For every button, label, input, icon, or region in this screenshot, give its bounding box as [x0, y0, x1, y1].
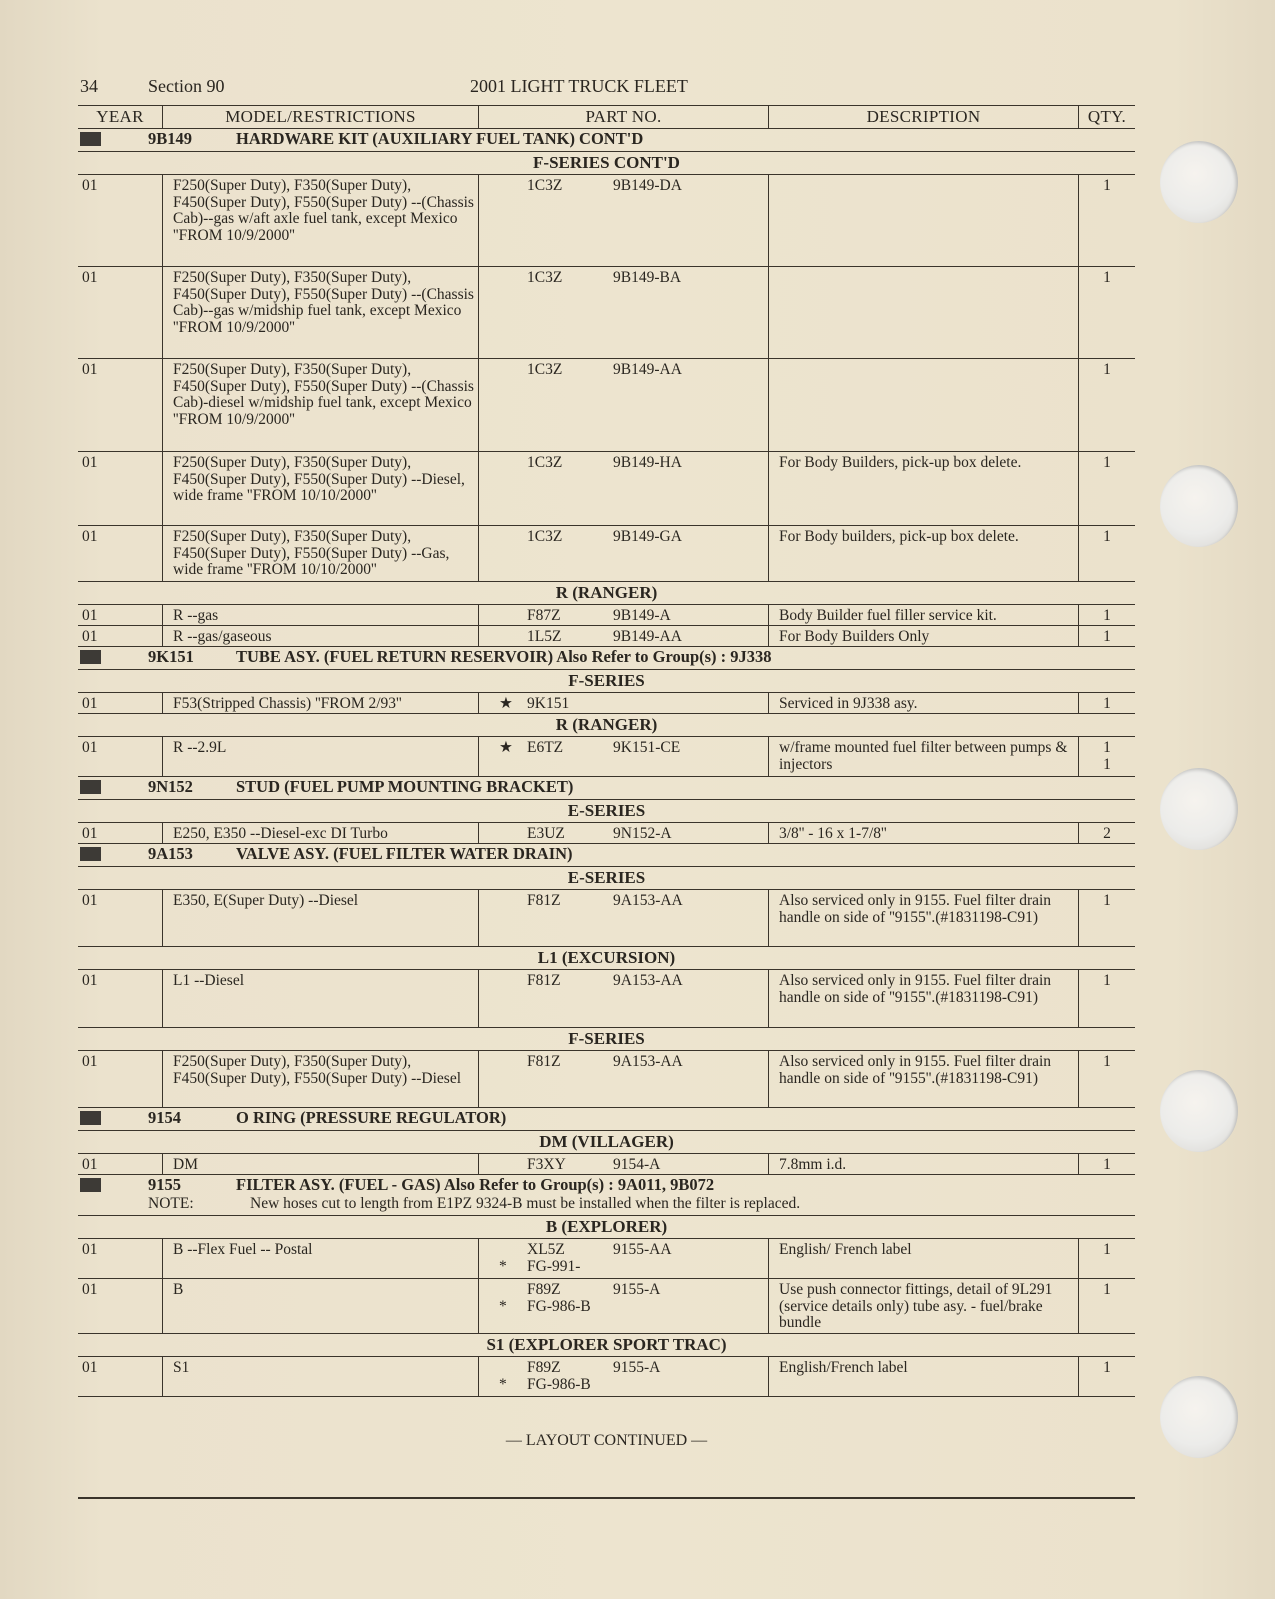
series-heading: E-SERIES [78, 867, 1135, 890]
table-body [78, 129, 1135, 1397]
model-cell: F250(Super Duty), F350(Super Duty), F450(Super Duty), F550(Super Duty) --(Chassis Cab)--gas w/midship fuel tank, except Mexico ''FROM 10/9/2000'' [162, 267, 478, 358]
binder-hole [1160, 768, 1238, 850]
part-number-cell [478, 1051, 768, 1107]
qty-cell: 1 [1078, 1239, 1135, 1278]
table-row [78, 526, 1135, 582]
table-row [78, 1051, 1135, 1108]
group-marker-icon [80, 847, 101, 861]
table-row [78, 693, 1135, 714]
table-row [78, 823, 1135, 844]
year-cell: 01 [82, 892, 98, 909]
part-prefix: E6TZ [527, 739, 564, 756]
group-heading [78, 129, 1135, 152]
qty-cell: 1 [1078, 359, 1135, 451]
model-cell: E350, E(Super Duty) --Diesel [162, 890, 478, 946]
part-number: 9B149-GA [613, 528, 682, 545]
part-prefix: 1L5Z [527, 628, 562, 645]
group-marker-icon [80, 1111, 101, 1125]
group-heading [78, 844, 1135, 867]
part-number: 9N152-A [613, 825, 672, 842]
qty-cell: 1 1 [1078, 737, 1135, 776]
part-prefix: F89Z [527, 1359, 561, 1376]
part-number-cell [478, 267, 768, 358]
table-row [78, 737, 1135, 777]
column-header-qty: QTY. [1078, 106, 1135, 128]
part-number: 9A153-AA [613, 892, 683, 909]
layout-continued-note: — LAYOUT CONTINUED — [505, 1432, 708, 1449]
part-prefix: F81Z [527, 1053, 561, 1070]
year-cell: 01 [82, 695, 98, 712]
column-header-model: MODEL/RESTRICTIONS [162, 106, 478, 128]
alt-part-asterisk: * [499, 1258, 507, 1275]
year-cell: 01 [82, 528, 98, 545]
model-cell: F250(Super Duty), F350(Super Duty), F450(Super Duty), F550(Super Duty) --Gas, wide frame ''FROM 10/10/2000'' [162, 526, 478, 581]
group-code: 9N152 [148, 777, 193, 796]
table-row [78, 1239, 1135, 1279]
group-title: STUD (FUEL PUMP MOUNTING BRACKET) [236, 777, 574, 796]
series-heading: F-SERIES [78, 670, 1135, 693]
table-row [78, 1357, 1135, 1397]
part-number-cell [478, 452, 768, 525]
part-number: 9154-A [613, 1156, 661, 1173]
group-code: 9155 [148, 1175, 181, 1194]
description-cell: Also serviced only in 9155. Fuel filter drain handle on side of ''9155''.(#1831198-C91) [768, 970, 1078, 1027]
part-number-cell [478, 359, 768, 451]
series-heading: B (EXPLORER) [78, 1216, 1135, 1239]
group-code: 9A153 [148, 844, 193, 863]
group-marker-icon [80, 132, 101, 146]
group-title: O RING (PRESSURE REGULATOR) [236, 1108, 507, 1127]
description-cell: Serviced in 9J338 asy. [768, 693, 1078, 714]
model-cell: R --gas [162, 605, 478, 626]
group-title: FILTER ASY. (FUEL - GAS) Also Refer to Group(s) : 9A011, 9B072 [236, 1175, 715, 1194]
model-cell: B --Flex Fuel -- Postal [162, 1239, 478, 1278]
part-number: 9B149-BA [613, 269, 682, 286]
group-marker-icon [80, 780, 101, 794]
year-cell: 01 [82, 607, 98, 624]
description-cell: Body Builder fuel filler service kit. [768, 605, 1078, 626]
series-heading: E-SERIES [78, 800, 1135, 823]
qty-cell: 1 [1078, 890, 1135, 946]
model-cell: F250(Super Duty), F350(Super Duty), F450(Super Duty), F550(Super Duty) --Diesel [162, 1051, 478, 1107]
group-title: VALVE ASY. (FUEL FILTER WATER DRAIN) [236, 844, 573, 863]
part-number-cell [478, 1239, 768, 1278]
part-number: 9B149-DA [613, 177, 682, 194]
part-prefix: 1C3Z [527, 177, 563, 194]
note-text: New hoses cut to length from E1PZ 9324-B must be installed when the filter is replaced. [250, 1195, 801, 1212]
part-number-cell [478, 1154, 768, 1175]
page-header [80, 76, 1135, 98]
service-star: ★ [499, 739, 513, 756]
model-cell: F53(Stripped Chassis) ''FROM 2/93'' [162, 693, 478, 714]
part-prefix: XL5Z [527, 1241, 565, 1258]
part-prefix: F81Z [527, 972, 561, 989]
table-row [78, 626, 1135, 647]
part-number-cell [478, 823, 768, 844]
model-cell: DM [162, 1154, 478, 1175]
part-number-cell [478, 737, 768, 776]
group-marker-icon [80, 1178, 101, 1192]
model-cell: F250(Super Duty), F350(Super Duty), F450(Super Duty), F550(Super Duty) --Diesel, wide frame ''FROM 10/10/2000'' [162, 452, 478, 525]
model-cell: R --gas/gaseous [162, 626, 478, 647]
model-cell: F250(Super Duty), F350(Super Duty), F450(Super Duty), F550(Super Duty) --(Chassis Cab)--gas w/aft axle fuel tank, except Mexico ''FROM 10/9/2000'' [162, 175, 478, 266]
qty-cell: 1 [1078, 605, 1135, 626]
alt-part-number: FG-991- [527, 1258, 581, 1275]
alt-part-number: FG-986-B [527, 1376, 591, 1393]
description-cell: Also serviced only in 9155. Fuel filter drain handle on side of ''9155''.(#1831198-C91) [768, 890, 1078, 946]
part-number: 9155-A [613, 1281, 661, 1298]
column-header-description: DESCRIPTION [768, 106, 1078, 128]
qty-cell: 1 [1078, 693, 1135, 714]
part-number-cell [478, 626, 768, 647]
year-cell: 01 [82, 972, 98, 989]
series-heading: F-SERIES CONT'D [78, 152, 1135, 175]
year-cell: 01 [82, 1156, 98, 1173]
note-label: NOTE: [148, 1195, 194, 1212]
part-number: 9A153-AA [613, 1053, 683, 1070]
year-cell: 01 [82, 1281, 98, 1298]
description-cell: w/frame mounted fuel filter between pumps & injectors [768, 737, 1078, 776]
year-cell: 01 [82, 739, 98, 756]
table-row [78, 1279, 1135, 1334]
qty-cell: 1 [1078, 452, 1135, 525]
part-prefix: 1C3Z [527, 361, 563, 378]
part-number: 9B149-AA [613, 361, 682, 378]
series-heading: F-SERIES [78, 1028, 1135, 1051]
catalog-title: 2001 LIGHT TRUCK FLEET [470, 76, 688, 96]
part-prefix: 1C3Z [527, 454, 563, 471]
model-cell: R --2.9L [162, 737, 478, 776]
series-heading: S1 (EXPLORER SPORT TRAC) [78, 1334, 1135, 1357]
table-row [78, 452, 1135, 526]
qty-cell: 1 [1078, 1154, 1135, 1175]
year-cell: 01 [82, 628, 98, 645]
part-prefix: E3UZ [527, 825, 565, 842]
qty-cell: 1 [1078, 1357, 1135, 1396]
table-row [78, 175, 1135, 267]
part-number: 9B149-HA [613, 454, 682, 471]
page-number: 34 [80, 76, 98, 96]
qty-cell: 1 [1078, 175, 1135, 266]
section-label: Section 90 [148, 76, 225, 96]
model-cell: S1 [162, 1357, 478, 1396]
series-heading: DM (VILLAGER) [78, 1131, 1135, 1154]
part-prefix: 1C3Z [527, 269, 563, 286]
description-cell: 7.8mm i.d. [768, 1154, 1078, 1175]
model-cell: F250(Super Duty), F350(Super Duty), F450(Super Duty), F550(Super Duty) --(Chassis Cab)-diesel w/midship fuel tank, except Mexico ''FROM 10/9/2000'' [162, 359, 478, 451]
column-header-year: YEAR [96, 107, 144, 126]
part-number: 9B149-A [613, 607, 671, 624]
description-cell: Also serviced only in 9155. Fuel filter drain handle on side of ''9155''.(#1831198-C91) [768, 1051, 1078, 1107]
description-cell: English/French label [768, 1357, 1078, 1396]
part-number-cell [478, 693, 768, 714]
part-number-cell [478, 1357, 768, 1396]
year-cell: 01 [82, 1359, 98, 1376]
year-cell: 01 [82, 269, 98, 286]
parts-table [78, 105, 1135, 1397]
series-heading: R (RANGER) [78, 714, 1135, 737]
group-heading [78, 777, 1135, 800]
year-cell: 01 [82, 1241, 98, 1258]
binder-hole [1160, 1070, 1238, 1152]
qty-cell: 1 [1078, 1051, 1135, 1107]
part-number-cell [478, 526, 768, 581]
part-prefix: 9K151 [527, 695, 570, 712]
model-cell: B [162, 1279, 478, 1333]
alt-part-asterisk: * [499, 1376, 507, 1393]
year-cell: 01 [82, 825, 98, 842]
column-header-part-no: PART NO. [478, 106, 768, 128]
part-number-cell [478, 970, 768, 1027]
part-number: 9155-AA [613, 1241, 672, 1258]
part-number-cell [478, 890, 768, 946]
part-number: 9K151-CE [613, 739, 681, 756]
table-row [78, 890, 1135, 947]
part-number: 9B149-AA [613, 628, 682, 645]
qty-cell: 1 [1078, 1279, 1135, 1333]
group-heading [78, 1175, 1135, 1216]
part-number: 9155-A [613, 1359, 661, 1376]
group-heading [78, 647, 1135, 670]
qty-cell: 2 [1078, 823, 1135, 844]
description-cell [768, 267, 1078, 358]
part-number: 9A153-AA [613, 972, 683, 989]
binder-hole [1160, 141, 1238, 223]
description-cell: English/ French label [768, 1239, 1078, 1278]
year-cell: 01 [82, 361, 98, 378]
year-cell: 01 [82, 177, 98, 194]
qty-cell: 1 [1078, 970, 1135, 1027]
table-row [78, 605, 1135, 626]
description-cell [768, 359, 1078, 451]
group-marker-icon [80, 650, 101, 664]
description-cell: Use push connector fittings, detail of 9L291 (service details only) tube asy. - fuel/brake bundle [768, 1279, 1078, 1333]
alt-part-asterisk: * [499, 1298, 507, 1315]
model-cell: E250, E350 --Diesel-exc DI Turbo [162, 823, 478, 844]
group-heading [78, 1108, 1135, 1131]
part-prefix: F87Z [527, 607, 561, 624]
bottom-rule [78, 1497, 1135, 1499]
description-cell [768, 175, 1078, 266]
qty-cell: 1 [1078, 626, 1135, 647]
part-number-cell [478, 175, 768, 266]
description-cell: 3/8'' - 16 x 1-7/8'' [768, 823, 1078, 844]
binder-hole [1160, 1376, 1238, 1458]
group-code: 9B149 [148, 129, 193, 148]
service-star: ★ [499, 695, 513, 712]
table-row [78, 1154, 1135, 1175]
part-prefix: 1C3Z [527, 528, 563, 545]
description-cell: For Body builders, pick-up box delete. [768, 526, 1078, 581]
part-prefix: F89Z [527, 1281, 561, 1298]
column-header-row [78, 105, 1135, 129]
group-title: HARDWARE KIT (AUXILIARY FUEL TANK) CONT'D [236, 129, 644, 148]
qty-cell: 1 [1078, 526, 1135, 581]
year-cell: 01 [82, 1053, 98, 1070]
group-code: 9K151 [148, 647, 194, 666]
part-prefix: F3XY [527, 1156, 566, 1173]
alt-part-number: FG-986-B [527, 1298, 591, 1315]
table-row [78, 970, 1135, 1028]
part-prefix: F81Z [527, 892, 561, 909]
group-title: TUBE ASY. (FUEL RETURN RESERVOIR) Also Refer to Group(s) : 9J338 [236, 647, 772, 666]
group-code: 9154 [148, 1108, 181, 1127]
year-cell: 01 [82, 454, 98, 471]
table-row [78, 359, 1135, 452]
series-heading: L1 (EXCURSION) [78, 947, 1135, 970]
table-row [78, 267, 1135, 359]
qty-cell: 1 [1078, 267, 1135, 358]
description-cell: For Body Builders, pick-up box delete. [768, 452, 1078, 525]
binder-hole [1160, 465, 1238, 547]
model-cell: L1 --Diesel [162, 970, 478, 1027]
part-number-cell [478, 1279, 768, 1333]
series-heading: R (RANGER) [78, 582, 1135, 605]
description-cell: For Body Builders Only [768, 626, 1078, 647]
part-number-cell [478, 605, 768, 626]
